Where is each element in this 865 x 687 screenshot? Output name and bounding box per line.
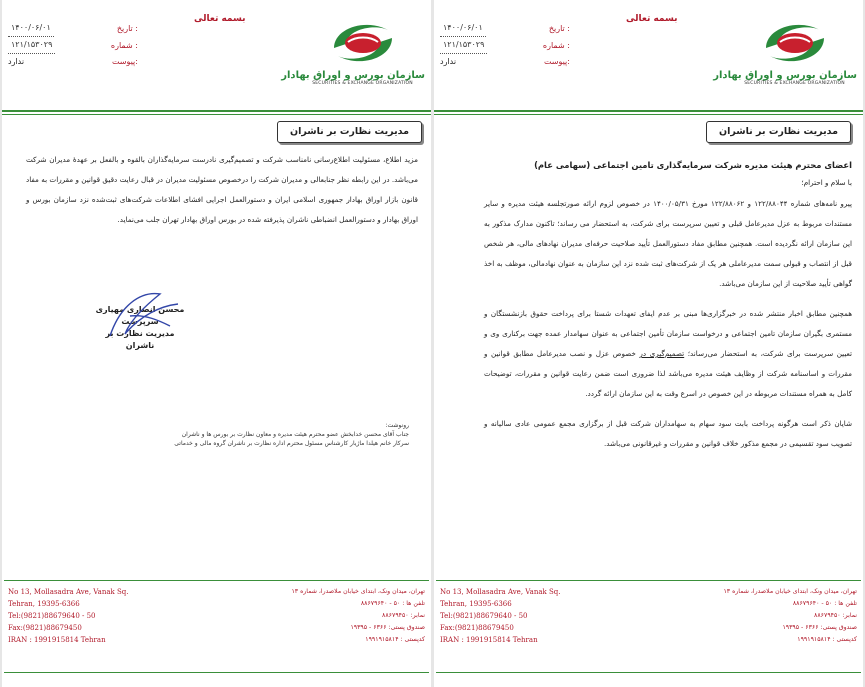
department-title: مدیریت نظارت بر ناشران	[277, 121, 422, 143]
letter-meta	[440, 20, 570, 70]
date-label: تاریخ :	[548, 23, 570, 33]
header-rule-thin	[434, 114, 863, 115]
org-name-fa: سازمان بورس و اوراق بهادار	[713, 70, 857, 81]
number-label: شماره :	[110, 40, 138, 50]
footer-rule-bottom	[4, 672, 429, 673]
signatory-name: محسن انصاری مهیاری	[95, 305, 185, 314]
footer-fa-line: نمابر: ۸۸۶۷۹۴۵۰	[382, 612, 425, 619]
cc-line: سرکار خانم هیلدا ماژیار کارشناس مسئول محترم اداره نظارت بر ناشران گروه مالی و خدماتی	[174, 440, 409, 447]
footer-rule	[4, 580, 429, 581]
body-paragraph: پیرو نامه‌های شماره ۱۲۲/۸۸۰۴۴ و ۱۲۲/۸۸۰۶۲ مورخ ۱۴۰۰/۰۵/۳۱ در خصوص لزوم ارائه صورتجلسه هیئت مدیره و سایر مستندات مربوط به عزل مدیرعامل قبلی و تعیین سرپرست برای شرکت، به استحضار می رساند؛ تاکنون مدارک مذکور به این سازمان ارائه نگردیده است. همچنین مطابق مفاد دستورالعمل تأیید صلاحیت حرفه‌ای مدیران نهادهای مالی، هر شخص قبل از انتصاب و قبولی سمت مدیرعاملی هر یک از شرکت‌های ثبت شده نزد این سازمان به عنوان نهادمالی، موظف به اخذ گواهی تأیید صلاحیت از این سازمان می‌باشد.	[484, 199, 852, 288]
footer-en-line: Fax:(9821)88679450	[440, 624, 514, 632]
footer-fa-line: کدپستی : ۱۹۹۱۹۱۵۸۱۴	[797, 636, 857, 643]
footer-address-fa	[291, 586, 425, 646]
cc-line: جناب آقای محسن خدابخش عضو محترم هیئت مدیره و معاون نظارت بر بورس ها و ناشران	[181, 431, 409, 438]
footer-en-line: IRAN : 1991915814 Tehran	[8, 636, 106, 644]
body-text: خصوص عزل و نصب مدیرعامل مطابق قوانین و مقررات و اساسنامه شرکت از وظایف هیئت مدیره می‌باشد لذا ضروری است ضمن رعایت قوانین و مقررات، توضیحات کامل به همراه مستندات مربوطه در این خصوص در اسرع وقت به این سازمان ارائه گردد.	[484, 349, 852, 398]
cc-label: رونوشت:	[385, 422, 409, 429]
attachment-label: پیوست:	[543, 57, 570, 66]
letter-body	[484, 158, 852, 464]
footer-fa-line: صندوق پستی: ۶۳۶۶ - ۱۹۳۹۵	[782, 624, 857, 631]
body-text: همچنین مطابق اخبار منتشر شده در خبرگزاری‌ها مبنی بر عدم ایفای تعهدات شستا برای پرداخت حقوق بازنشستگان و مستمری بگیران سازمان تامین اجتماعی و درخواست سازمان تأمین اجتماعی به عنوان سهامدار عمده جهت برکناری وی و تعیین سرپرست برای شرکت، به استحضار می‌رساند؛	[484, 309, 852, 358]
signatory-title: سرپرست	[121, 317, 159, 326]
attachment-value: ندارد	[440, 57, 457, 66]
footer-fa-line: تلفن ها : ۵۰ - ۸۸۶۷۹۶۴۰	[360, 600, 425, 607]
organization-logo	[281, 18, 425, 100]
footer-rule-bottom	[436, 672, 861, 673]
seo-logo-icon	[326, 18, 400, 68]
basmala: بسمه تعالی	[194, 14, 246, 24]
number-value: ۱۲۱/۱۵۳۰۲۹	[8, 37, 55, 54]
attachment-value: ندارد	[8, 57, 25, 66]
footer-en-line: Tehran, 19395-6366	[8, 600, 80, 608]
footer-en-line: No 13, Mollasadra Ave, Vanak Sq.	[8, 588, 129, 596]
letter-body	[26, 150, 418, 240]
footer-fa-line: نمابر: ۸۸۶۷۹۴۵۰	[814, 612, 857, 619]
number-value: ۱۲۱/۱۵۳۰۲۹	[440, 37, 487, 54]
footer-en-line: Tehran, 19395-6366	[440, 600, 512, 608]
footer-rule	[436, 580, 861, 581]
department-title: مدیریت نظارت بر ناشران	[706, 121, 851, 143]
footer-en-line: Tel:(9821)88679640 - 50	[8, 612, 96, 620]
footer-address-fa	[723, 586, 857, 646]
footer-fa-line: تهران، میدان ونک، ابتدای خیابان ملاصدرا، شماره ۱۳	[291, 588, 425, 595]
footer-address-en	[8, 586, 129, 646]
footer-en-line: IRAN : 1991915814 Tehran	[440, 636, 538, 644]
date-label: تاریخ :	[116, 23, 138, 33]
date-value: ۱۴۰۰/۰۶/۰۱	[440, 20, 486, 37]
letter-meta	[8, 20, 138, 70]
footer-en-line: Fax:(9821)88679450	[8, 624, 82, 632]
addressee: اعضای محترم هیئت مدیره شرکت سرمایه‌گذاری تامین اجتماعی (سهامی عام)	[534, 160, 852, 170]
signatory-unit: مدیریت نظارت بر ناشران	[105, 329, 175, 350]
header-rule	[2, 110, 431, 112]
body-paragraph: مزید اطلاع، مسئولیت اطلاع‌رسانی نامناسب شرکت و تصمیم‌گیری نادرست سرمایه‌گذاران بالقوه و بالفعل بر عهدهٔ مدیران شرکت می‌باشد. در این رابطه نظر جنابعالی و مدیران شرکت را درخصوص مسئولیت مدیران در قبال رعایت دقیق قوانین و مقررات به مفاد قانون بازار اوراق بهادار جمهوری اسلامی ایران و دستورالعمل اجرایی افشای اطلاعات شرکت‌های ثبت‌شده نزد سازمان بورس و اوراق بهادار و دستورالعمل انضباطی ناشران پذیرفته شده در بورس اوراق بهادار تهران جلب می‌نماید.	[26, 155, 418, 224]
letter-footer	[2, 580, 431, 644]
footer-address-en	[440, 586, 561, 646]
footer-fa-line: صندوق پستی: ۶۳۶۶ - ۱۹۳۹۵	[350, 624, 425, 631]
underlined-text: تصمیم‌گیری در	[639, 349, 685, 358]
signature-block	[90, 304, 190, 352]
letter-page-2	[2, 0, 431, 687]
organization-logo	[713, 18, 857, 100]
org-name-fa: سازمان بورس و اوراق بهادار	[281, 70, 425, 81]
date-value: ۱۴۰۰/۰۶/۰۱	[8, 20, 54, 37]
footer-en-line: No 13, Mollasadra Ave, Vanak Sq.	[440, 588, 561, 596]
letter-footer	[434, 580, 863, 644]
footer-fa-line: تهران، میدان ونک، ابتدای خیابان ملاصدرا، شماره ۱۳	[723, 588, 857, 595]
footer-fa-line: کدپستی : ۱۹۹۱۹۱۵۸۱۴	[365, 636, 425, 643]
letter-page-1	[434, 0, 863, 687]
body-paragraph	[484, 304, 852, 404]
org-name-en: SECURITIES & EXCHANGE ORGANIZATION	[312, 81, 413, 86]
handwritten-signature	[90, 286, 190, 346]
footer-en-line: Tel:(9821)88679640 - 50	[440, 612, 528, 620]
header-rule	[434, 110, 863, 112]
attachment-label: پیوست:	[111, 57, 138, 66]
org-name-en: SECURITIES & EXCHANGE ORGANIZATION	[744, 81, 845, 86]
body-paragraph: شایان ذکر است هرگونه پرداخت بابت سود سهام به سهامداران شرکت قبل از برگزاری مجمع عمومی عادی سالیانه و تصویب سود تقسیمی در مجمع مذکور خلاف قوانین و مقررات و غیرقانونی می‌باشد.	[484, 419, 852, 448]
seo-logo-icon	[758, 18, 832, 68]
number-label: شماره :	[542, 40, 570, 50]
cc-block	[109, 421, 409, 448]
header-rule-thin	[2, 114, 431, 115]
footer-fa-line: تلفن ها : ۵۰ - ۸۸۶۷۹۶۴۰	[792, 600, 857, 607]
greeting: با سلام و احترام؛	[801, 178, 852, 187]
basmala: بسمه تعالی	[626, 14, 678, 24]
